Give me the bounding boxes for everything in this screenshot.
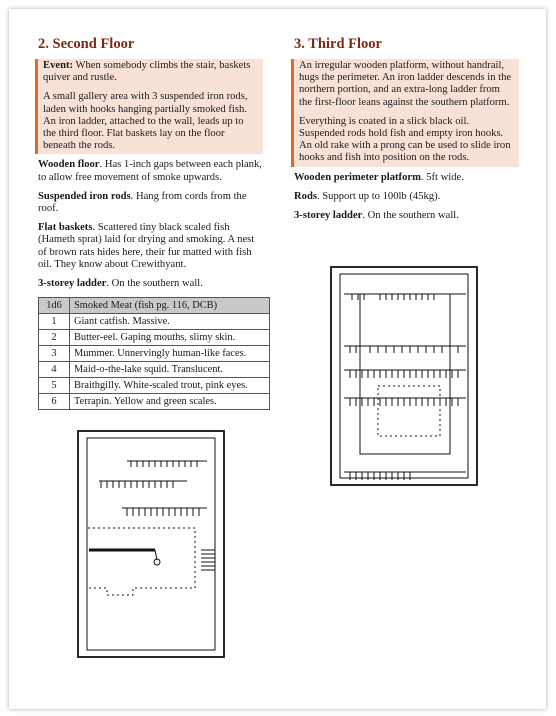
table-cell-result: Mummer. Unnervingly human-like faces. [70,346,270,362]
entry-text: . Has 1-inch gaps between each plank, to allow free movement of smoke upwards. [38,159,262,183]
event-text: When somebody climbs the stair, baskets quiver and rustle. [43,60,251,84]
entry-text: . On the southern wall. [362,210,459,222]
right-column [294,35,519,229]
entry-text: . Support up to 100lb (45kg). [316,190,441,202]
table-row [39,346,270,362]
entry-label: Flat baskets [38,222,93,234]
entry-perimeter-platform [294,172,519,184]
entry-label: Rods [294,190,317,202]
table-row [39,362,270,378]
read-aloud-box [35,59,263,154]
section-heading-third-floor: 3. Third Floor [294,36,382,52]
event-paragraph [43,60,257,84]
entry-label: Suspended iron rods [38,190,131,202]
table-row [39,330,270,346]
entry-label: Wooden floor [38,159,100,171]
entry-text: . 5ft wide. [420,171,464,183]
table-cell-roll: 3 [39,346,70,362]
table-row [39,378,270,394]
entry-label: Wooden perimeter platform [294,171,421,183]
entry-suspended-rods [38,191,263,215]
table-header-die: 1d6 [39,298,70,314]
section-heading-second-floor: 2. Second Floor [38,36,135,52]
entry-flat-baskets [38,222,263,271]
table-header-title: Smoked Meat (fish pg. 116, DCB) [70,298,270,314]
table-row [39,314,270,330]
document-page [9,9,546,709]
description-paragraph: An irregular wooden platform, without handrail, hugs the perimeter. An iron ladder descends in the northern portion, and an extra-long ladder from the first-floor leans against the southern platform. [299,60,512,108]
table-row [39,394,270,410]
table-cell-result: Terrapin. Yellow and green scales. [70,394,270,410]
third-floor-map [330,266,480,488]
entry-ladder [294,210,519,222]
table-header-row [39,298,270,314]
entry-wooden-floor [38,159,263,183]
second-floor-map [77,430,227,660]
left-column [38,35,263,410]
description-paragraph: Everything is coated in a slick black oil. Suspended rods hold fish and empty iron hooks. An old rake with a prong can be used to slide iron hooks and fish into position on the rods. [299,115,511,164]
entry-text: . Scattered tiny black scaled fish (Hameth sprat) laid for drying and smoking. A nest of brown rats hides here, their fur matted with fish oil. They know about Crewithyant. [38,222,255,270]
table-cell-result: Maid-o-the-lake squid. Translucent. [70,362,270,378]
table-cell-roll: 4 [39,362,70,378]
read-aloud-box [291,59,519,167]
table-cell-roll: 1 [39,314,70,330]
event-label: Event: [43,60,74,71]
entry-label: 3-storey ladder [38,278,107,290]
entry-label: 3-storey ladder [294,210,363,222]
table-cell-roll: 2 [39,330,70,346]
table-cell-result: Butter-eel. Gaping mouths, slimy skin. [70,330,270,346]
smoked-meat-table [38,297,270,410]
entry-text: . Hang from cords from the roof. [38,190,247,215]
table-cell-result: Braithgilly. White-scaled trout, pink eyes. [70,378,270,394]
entry-text: . On the southern wall. [106,278,203,290]
entry-rods [294,191,519,203]
entry-ladder [38,278,263,290]
table-cell-roll: 6 [39,394,70,410]
table-cell-roll: 5 [39,378,70,394]
table-cell-result: Giant catfish. Massive. [70,314,270,330]
description-paragraph: A small gallery area with 3 suspended iron rods, laden with hooks hanging partially smoked fish. An iron ladder, attached to the wall, leads up to the third floor. Flat baskets lay on the floor beneath the rods. [43,91,248,152]
